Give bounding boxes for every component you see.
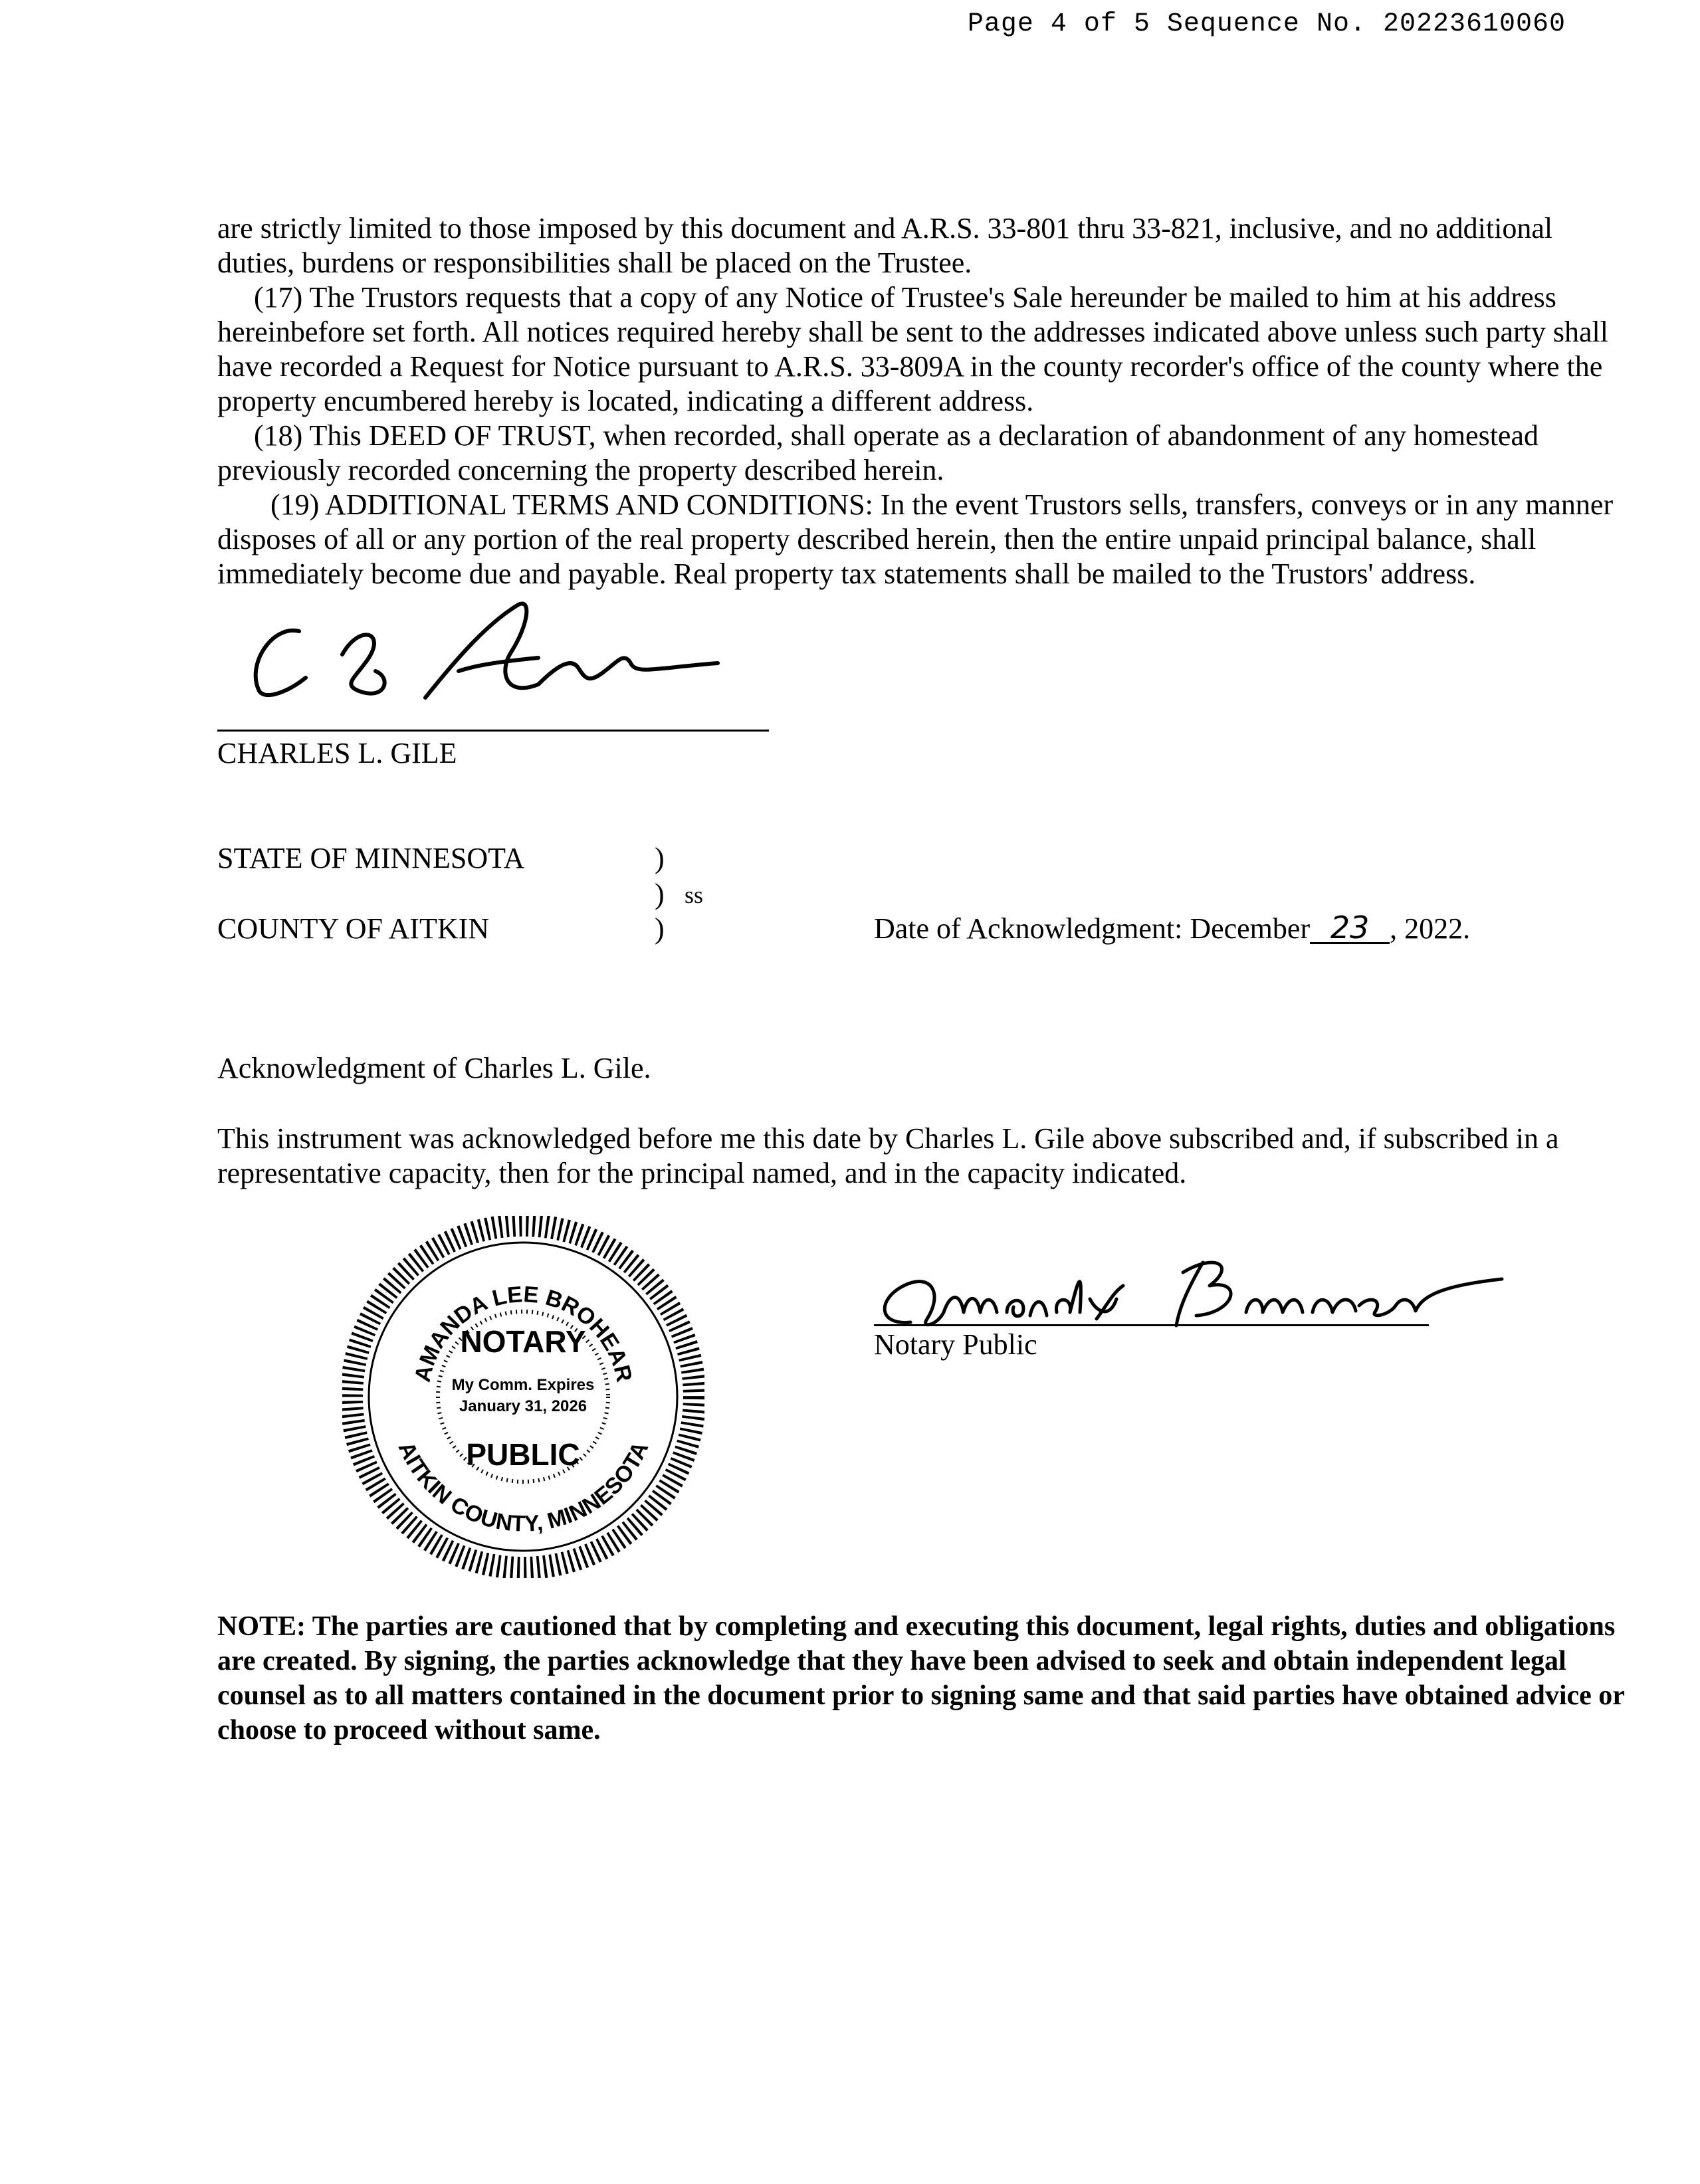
page-sequence-header: Page 4 of 5 Sequence No. 20223610060 <box>967 9 1566 39</box>
seal-public-word: PUBLIC <box>466 1437 580 1472</box>
venue-state: STATE OF MINNESOTA <box>217 842 525 874</box>
acknowledgment-heading: Acknowledgment of Charles L. Gile. <box>217 1052 651 1084</box>
venue-county: COUNTY OF AITKIN <box>217 912 490 945</box>
venue-ss: ss <box>685 882 704 908</box>
trustor-signature <box>226 585 731 718</box>
signer-name: CHARLES L. GILE <box>217 737 457 769</box>
acknowledgment-statement: This instrument was acknowledged before me this date by Charles L. Gile above subscribed and, if subscribed in a representative capacity, then for the principal named, and in the capacity indicated. <box>217 1122 1559 1189</box>
ack-date-suffix: , 2022. <box>1390 912 1471 945</box>
venue-bracket: ) <box>655 912 665 945</box>
seal-commission-line-2: January 31, 2026 <box>459 1397 587 1415</box>
notary-signature-line <box>874 1324 1429 1326</box>
legal-caution-note: NOTE: The parties are cautioned that by completing and executing this document, legal rights, duties and obligations are created. By signing, the parties acknowledge that they have been advised to seek and obtain independent legal counsel as to all matters contained in the document prior to signing same and that said parties have obtained advice or choose to proceed without same. <box>217 1611 1625 1745</box>
ack-date-prefix: Date of Acknowledgment: December <box>874 912 1311 945</box>
acknowledgment-date <box>874 912 1470 945</box>
venue-bracket: ) <box>655 878 665 910</box>
seal-notary-word: NOTARY <box>460 1324 586 1359</box>
seal-top-text: AMANDA LEE BROHEAR <box>409 1282 637 1385</box>
paragraph-19: (19) ADDITIONAL TERMS AND CONDITIONS: In the event Trustors sells, transfers, conveys or in any manner disposes of all or any portion of the real property described herein, then the entire unpaid principal balance, shall immediately become due and payable. Real property tax statements shall be mailed to the Trustors' address. <box>217 488 1614 590</box>
paragraph-17: (17) The Trustors requests that a copy of any Notice of Trustee's Sale hereunder be mailed to him at his address hereinbefore set forth. All notices required hereby shall be sent to the addresses indicated above unless such party shall have recorded a Request for Notice pursuant to A.R.S. 33-809A in the county recorder's office of the county where the property encumbered hereby is located, indicating a different address. <box>217 281 1609 417</box>
notary-public-label: Notary Public <box>874 1328 1037 1361</box>
notary-seal <box>342 1216 704 1578</box>
ack-date-day: 23 <box>1310 913 1390 944</box>
seal-commission-line-1: My Comm. Expires <box>451 1376 595 1394</box>
deed-terms-text <box>217 211 1626 591</box>
venue-bracket: ) <box>655 842 665 874</box>
continuation-paragraph: are strictly limited to those imposed by this document and A.R.S. 33-801 thru 33-821, inclusive, and no additional duties, burdens or responsibilities shall be placed on the Trustee. <box>217 212 1553 279</box>
paragraph-18: (18) This DEED OF TRUST, when recorded, shall operate as a declaration of abandonment of any homestead previously recorded concerning the property described herein. <box>217 419 1539 486</box>
trustor-signature-line <box>217 730 769 732</box>
seal-bottom-text: AITKIN COUNTY, MINNESOTA <box>393 1438 654 1537</box>
